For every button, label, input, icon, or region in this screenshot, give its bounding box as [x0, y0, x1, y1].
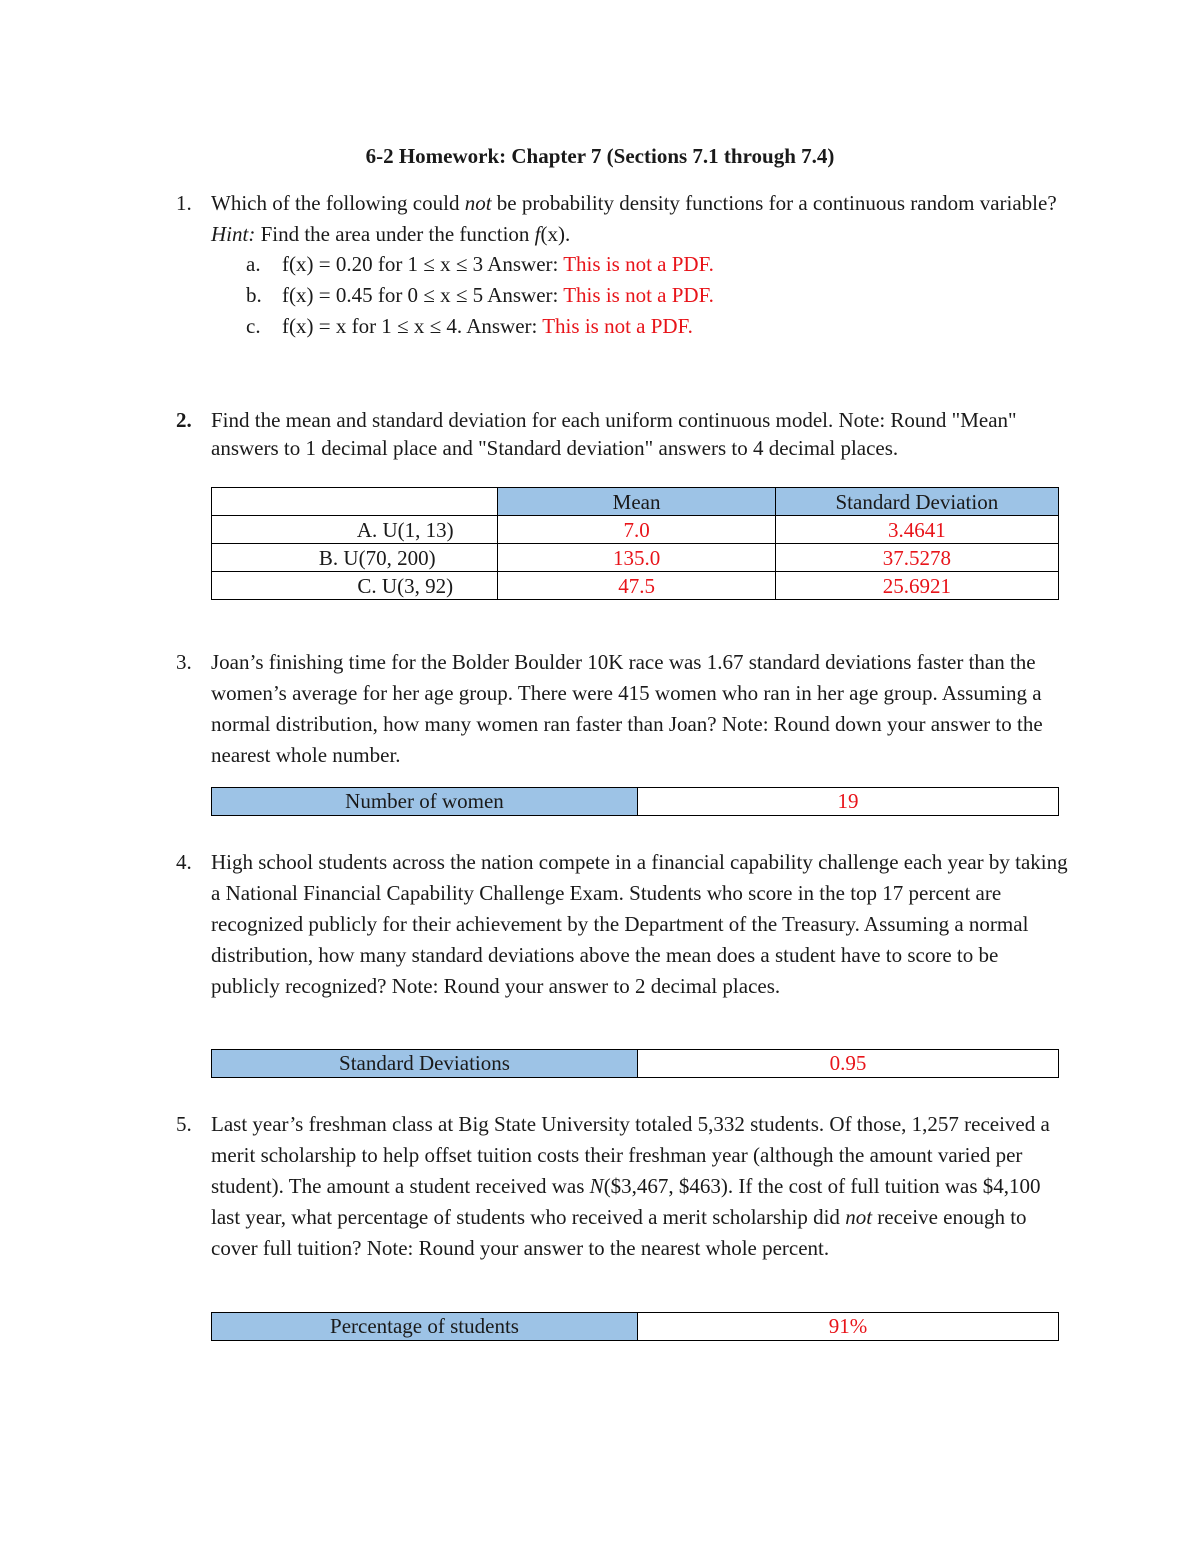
q5-text-n: N: [589, 1174, 604, 1198]
q1-item-a-answer: This is not a PDF.: [563, 252, 714, 276]
answer-3-label: Number of women: [212, 788, 638, 816]
table-row-label: A. U(1, 13): [212, 516, 498, 544]
q1-text-not: not: [464, 191, 492, 215]
question-4-text: High school students across the nation compete in a financial capability challenge each year by taking a National Financial Capability Challenge Exam. Students who score in the top 17 percent are recognized publicly for their achievement by the Department of the Treasury. Assuming a normal distribution, how many standard deviations above the mean does a student have to score to be publicly recognized? Note: Round your answer to 2 decimal places.: [211, 850, 1068, 998]
table-cell-mean: 135.0: [498, 544, 775, 572]
q1-hint-x: (x).: [540, 222, 571, 246]
answer-3-value: 19: [638, 788, 1059, 816]
table-cell-sd: 3.4641: [775, 516, 1058, 544]
answer-table-4: [211, 1049, 1059, 1078]
question-1-number: 1.: [176, 191, 192, 215]
table-cell-mean: 7.0: [498, 516, 775, 544]
answer-table-3: [211, 787, 1059, 816]
answer-table-5: [211, 1312, 1059, 1341]
table-cell-mean: 47.5: [498, 572, 775, 600]
q1-item-a: [282, 252, 714, 277]
q1-item-b-expr: f(x) = 0.45 for 0 ≤ x ≤ 5 Answer:: [282, 283, 564, 307]
answer-5-value: 91%: [638, 1313, 1059, 1341]
answer-4-label: Standard Deviations: [212, 1050, 638, 1078]
q1-text-after: be probability density functions for a continuous random variable?: [491, 191, 1057, 215]
q1-text-before: Which of the following could: [211, 191, 465, 215]
table-header-sd: Standard Deviation: [775, 488, 1058, 516]
table-cell-sd: 25.6921: [775, 572, 1058, 600]
answer-5-label: Percentage of students: [212, 1313, 638, 1341]
q1-item-a-label: a.: [246, 252, 261, 276]
table-row: [212, 572, 1059, 600]
question-2-number: 2.: [176, 408, 192, 432]
q1-item-c-answer: This is not a PDF.: [542, 314, 693, 338]
q1-item-c-label: c.: [246, 314, 261, 338]
q1-hint-text: Find the area under the function: [255, 222, 535, 246]
answer-4-value: 0.95: [638, 1050, 1059, 1078]
q5-text-c: receive enough to cover full tuition? Note: Round your answer to the nearest whole percent.: [211, 1205, 1027, 1260]
q1-item-a-expr: f(x) = 0.20 for 1 ≤ x ≤ 3 Answer:: [282, 252, 564, 276]
question-4-number: 4.: [176, 850, 192, 874]
question-5-number: 5.: [176, 1112, 192, 1136]
table-header-mean: Mean: [498, 488, 775, 516]
question-3-number: 3.: [176, 650, 192, 674]
q1-hint-label: Hint:: [211, 222, 256, 246]
question-5-text: [211, 1109, 1071, 1264]
page-title: 6-2 Homework: Chapter 7 (Sections 7.1 through 7.4): [365, 144, 835, 168]
uniform-table: [211, 487, 1059, 600]
table-header-blank: [212, 488, 498, 516]
q5-text-b: ($3,467, $463). If the cost of full tuition was $4,100 last year, what percentage of students who received a merit scholarship did: [211, 1174, 1041, 1229]
table-row: [212, 544, 1059, 572]
table-row-label: C. U(3, 92): [212, 572, 498, 600]
q1-hint-fx: f: [534, 222, 541, 246]
q1-item-b-label: b.: [246, 283, 262, 307]
q1-item-c-expr: f(x) = x for 1 ≤ x ≤ 4. Answer:: [282, 314, 543, 338]
question-3-text: Joan’s finishing time for the Bolder Boulder 10K race was 1.67 standard deviations faster than the women’s average for her age group. There were 415 women who ran in her age group. Assuming a normal distribution, how many women ran faster than Joan? Note: Round down your answer to the nearest whole number.: [211, 650, 1043, 767]
question-1-text: [211, 188, 1071, 250]
table-header-row: [212, 488, 1059, 516]
q1-item-b: [282, 283, 714, 308]
q5-text-a: Last year’s freshman class at Big State University totaled 5,332 students. Of those, 1,257 received a merit scholarship to help offset tuition costs their freshman year (although the amount varied per student). The amount a student received was: [211, 1112, 1050, 1198]
table-cell-sd: 37.5278: [775, 544, 1058, 572]
q1-item-c: [282, 314, 693, 339]
table-row: [212, 516, 1059, 544]
table-row-label: B. U(70, 200): [212, 544, 498, 572]
question-2-text: Find the mean and standard deviation for each uniform continuous model. Note: Round "Mean" answers to 1 decimal place and "Standard deviation" answers to 4 decimal places.: [211, 408, 1017, 460]
q1-item-b-answer: This is not a PDF.: [563, 283, 714, 307]
q5-text-not: not: [845, 1205, 873, 1229]
